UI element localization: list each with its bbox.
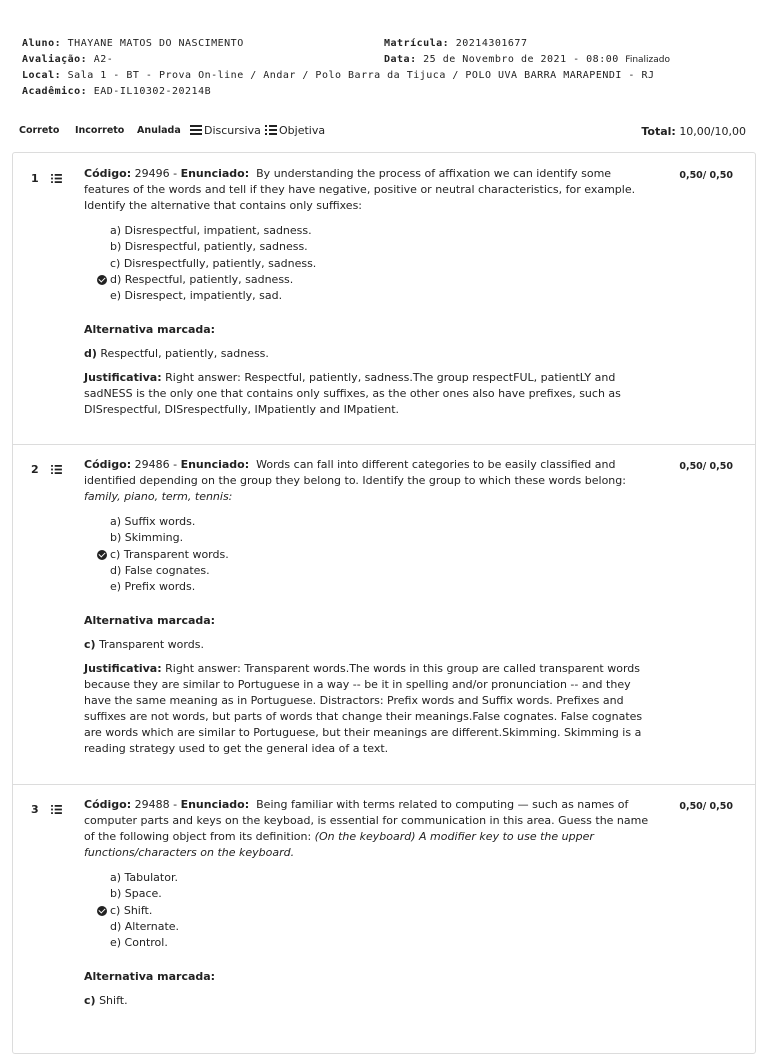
question-number xyxy=(31,803,62,816)
alternativa-marcada-label: Alternativa marcada: xyxy=(84,970,216,984)
total-label: Total: xyxy=(641,125,676,138)
question-score: 0,50/ 0,50 xyxy=(679,461,733,472)
answer-text: Respectful, patiently, sadness. xyxy=(100,347,269,361)
check-circle-icon xyxy=(97,906,107,916)
justificativa xyxy=(84,661,652,757)
question-divider xyxy=(13,444,755,445)
question-statement: Código: 29486 - Enunciado: Words can fall into different categories to be easily classified and identified depending on the group they belong to. Identify the group to which these words belong: family, piano, term, tennis: xyxy=(84,458,626,503)
question-number xyxy=(31,463,62,476)
question-number-text: 3 xyxy=(31,803,39,816)
answer-text: Transparent words. xyxy=(99,638,204,652)
option-e: e) Prefix words. xyxy=(110,580,196,594)
list-icon xyxy=(190,125,202,135)
option-b: b) Skimming. xyxy=(110,531,184,545)
academico-row xyxy=(22,86,211,97)
option-c xyxy=(110,903,652,919)
enunciado-italic-text: (On the keyboard) A modifier key to use the upper functions/characters on the keyboard. xyxy=(84,830,594,859)
question-statement: Código: 29496 - Enunciado: By understanding the process of affixation we can identify some features of the words and tell if they have negative, positive or neutral characteristics, for example. Identify the alternative that contains only suffixes: xyxy=(84,167,636,212)
enunciado-italic-text: family, piano, term, tennis: xyxy=(84,490,233,503)
options-list xyxy=(110,223,652,304)
enunciado-text: By understanding the process of affixation we can identify some features of the words and tell if they have negative, positive or neutral characteristics, for example. Identify the alternative that contains only suffixes: xyxy=(84,167,636,212)
option-b: b) Disrespectful, patiently, sadness. xyxy=(110,240,308,254)
enunciado-label: Enunciado: xyxy=(180,458,250,471)
option-a: a) Tabulator. xyxy=(110,871,178,884)
local-value: Sala 1 - BT - Prova On-line / Andar / Polo Barra da Tijuca / POLO UVA BARRA MARAPENDI - RJ xyxy=(67,70,655,81)
aluno-label: Aluno: xyxy=(22,38,62,49)
total-score xyxy=(641,125,746,138)
legend-discursiva-label: Discursiva xyxy=(204,124,261,137)
codigo-label: Código: xyxy=(84,458,132,471)
alternativa-marcada-label: Alternativa marcada: xyxy=(84,323,216,337)
answer-letter: c) xyxy=(84,638,96,652)
option-c-label: c) Transparent words. xyxy=(110,547,229,561)
list-ul-icon xyxy=(265,125,277,135)
question-number xyxy=(31,172,62,185)
questions-card xyxy=(12,152,756,1054)
matricula-row xyxy=(384,38,527,49)
option-c-label: c) Shift. xyxy=(110,903,153,917)
list-ul-icon xyxy=(51,805,62,814)
enunciado-label: Enunciado: xyxy=(180,167,250,180)
options-list xyxy=(110,870,652,951)
question-score: 0,50/ 0,50 xyxy=(679,170,733,181)
check-circle-icon xyxy=(97,275,107,285)
answer-text: Shift. xyxy=(99,994,128,1008)
enunciado-label: Enunciado: xyxy=(180,798,250,811)
aluno-row xyxy=(22,38,244,49)
codigo-value: 29488 xyxy=(134,798,170,811)
legend-objetiva-label: Objetiva xyxy=(279,124,326,137)
option-a: a) Suffix words. xyxy=(110,515,196,528)
justificativa-label: Justificativa: xyxy=(84,662,162,676)
option-d: d) False cognates. xyxy=(110,563,210,577)
legend-incorreto: Incorreto xyxy=(75,125,125,136)
enunciado-text: Being familiar with terms related to computing — such as names of computer parts and keys on the keyboad, is essential for communication in this area. Guess the name of the following object from its definition: xyxy=(84,798,649,843)
option-a: a) Disrespectful, impatient, sadness. xyxy=(110,224,312,237)
avaliacao-label: Avaliação: xyxy=(22,54,88,65)
total-value: 10,00/10,00 xyxy=(679,125,746,138)
option-e: e) Control. xyxy=(110,936,168,950)
option-d: d) Alternate. xyxy=(110,919,180,933)
justificativa-label: Justificativa: xyxy=(84,371,162,385)
question-number-text: 1 xyxy=(31,172,39,185)
list-ul-icon xyxy=(51,465,62,474)
marked-answer xyxy=(84,637,652,653)
enunciado-text: Words can fall into different categories to be easily classified and identified depending on the group they belong to. Identify the group to which these words belong: xyxy=(84,458,626,487)
matricula-label: Matrícula: xyxy=(384,38,450,49)
option-e: e) Disrespect, impatiently, sad. xyxy=(110,289,283,303)
option-b: b) Space. xyxy=(110,887,162,901)
question-body xyxy=(84,797,652,1009)
legend-discursiva xyxy=(190,124,261,137)
option-c xyxy=(110,547,652,563)
question-number-text: 2 xyxy=(31,463,39,476)
codigo-value: 29486 xyxy=(134,458,170,471)
data-row xyxy=(384,54,670,65)
academico-label: Acadêmico: xyxy=(22,86,88,97)
answer-letter: d) xyxy=(84,347,97,361)
legend-bar xyxy=(0,125,768,141)
codigo-label: Código: xyxy=(84,798,132,811)
codigo-value: 29496 xyxy=(134,167,170,180)
local-label: Local: xyxy=(22,70,62,81)
legend-objetiva xyxy=(265,124,325,137)
avaliacao-row xyxy=(22,54,113,65)
alternativa-marcada-label: Alternativa marcada: xyxy=(84,614,216,628)
status-text: Finalizado xyxy=(625,55,670,65)
options-list xyxy=(110,514,652,595)
data-label: Data: xyxy=(384,54,417,65)
check-circle-icon xyxy=(97,550,107,560)
legend-correto: Correto xyxy=(19,125,60,136)
legend-anulada: Anulada xyxy=(137,125,181,136)
codigo-label: Código: xyxy=(84,167,132,180)
question-divider xyxy=(13,784,755,785)
marked-answer xyxy=(84,993,652,1009)
data-value: 25 de Novembro de 2021 - 08:00 xyxy=(423,54,619,65)
matricula-value: 20214301677 xyxy=(455,38,528,49)
question-body xyxy=(84,166,652,418)
local-row xyxy=(22,70,655,81)
marked-answer xyxy=(84,346,652,362)
option-d xyxy=(110,272,652,288)
option-d-label: d) Respectful, patiently, sadness. xyxy=(110,272,294,286)
option-c: c) Disrespectfully, patiently, sadness. xyxy=(110,256,317,270)
justificativa-text: Right answer: Transparent words.The words in this group are called transparent words because they are similar to Portuguese in a way -- be it in spelling and/or pronunciation -- and they have the same meaning as in Portuguese. Distractors: Prefix words and Suffix words. Prefixes and suffixes are not words, but parts of words that change their meanings.False cognates. False cognates are words which are similar to Portuguese, but their meanings are different.Skimming. Skimming is a reading strategy used to get the general idea of a text. xyxy=(84,662,643,756)
academico-value: EAD-IL10302-20214B xyxy=(93,86,212,97)
aluno-value: THAYANE MATOS DO NASCIMENTO xyxy=(67,38,244,49)
list-ul-icon xyxy=(51,174,62,183)
question-body xyxy=(84,457,652,757)
justificativa xyxy=(84,370,652,418)
question-statement: Código: 29488 - Enunciado: Being familiar with terms related to computing — such as names of computer parts and keys on the keyboad, is essential for communication in this area. Guess the name of the following object from its definition: (On the keyboard) A modifier key to use the upper functions/characters on the keyboard. xyxy=(84,798,649,859)
question-score: 0,50/ 0,50 xyxy=(679,801,733,812)
avaliacao-value: A2- xyxy=(93,54,114,65)
answer-letter: c) xyxy=(84,994,96,1008)
justificativa-text: Right answer: Respectful, patiently, sadness.The group respectFUL, patientLY and sadNESS is the only one that contains only suffixes, as the other ones also have prefixes, such as DISrespectful, DISrespectfully, IMpatiently and IMpatient. xyxy=(84,371,621,417)
